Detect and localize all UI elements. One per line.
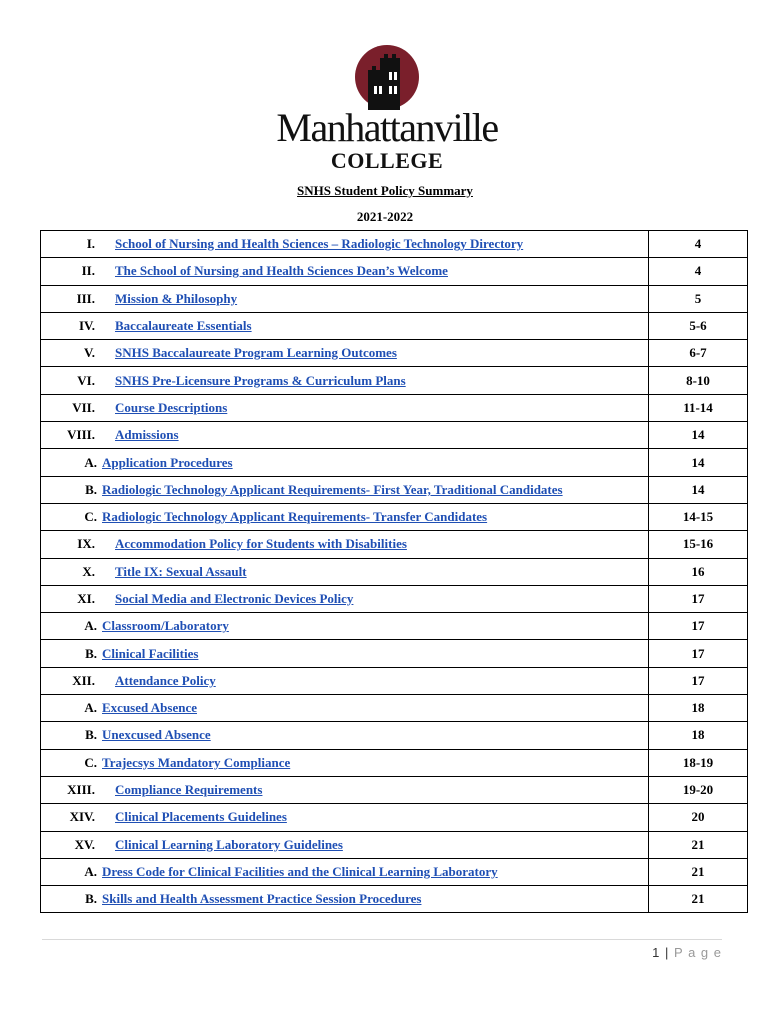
toc-page-range: 21	[649, 886, 748, 913]
document-year: 2021-2022	[356, 209, 414, 224]
toc-number: A.	[84, 454, 97, 470]
toc-link[interactable]: Course Descriptions	[115, 399, 228, 415]
toc-number: XI.	[77, 591, 95, 606]
toc-page-range: 11-14	[649, 394, 748, 421]
toc-row	[41, 258, 748, 285]
toc-number: IV.	[78, 318, 95, 334]
toc-label	[115, 536, 407, 552]
toc-row	[41, 858, 748, 885]
toc-row	[41, 667, 748, 694]
toc-page-range: 21	[649, 858, 748, 885]
toc-link[interactable]: Clinical Learning Laboratory Guidelines	[115, 836, 343, 852]
toc-row	[41, 503, 748, 530]
toc-row	[41, 695, 748, 722]
page-separator: |	[665, 945, 670, 960]
toc-link[interactable]: SNHS Baccalaureate Program Learning Outcomes	[115, 345, 397, 361]
table-of-contents	[40, 230, 748, 913]
toc-page-range: 17	[649, 585, 748, 612]
toc-label	[115, 427, 179, 443]
toc-link[interactable]: Application Procedures	[102, 454, 233, 470]
toc-row	[41, 558, 748, 585]
toc-label	[102, 482, 563, 498]
toc-label	[115, 782, 262, 798]
toc-link[interactable]: The School of Nursing and Health Sciences Dean’s Welcome	[115, 263, 448, 279]
toc-number: B.	[85, 727, 97, 743]
toc-label	[115, 291, 237, 307]
toc-entry-cell	[41, 340, 649, 367]
toc-label	[115, 236, 523, 252]
toc-link[interactable]: Attendance Policy	[115, 672, 216, 688]
toc-number: II.	[81, 263, 95, 279]
castle-seal-icon	[354, 44, 420, 110]
toc-entry-cell	[41, 449, 649, 476]
toc-entry-cell	[41, 585, 649, 612]
toc-number: B.	[85, 481, 97, 497]
toc-link[interactable]: Social Media and Electronic Devices Policy	[115, 591, 354, 606]
toc-link[interactable]: Radiologic Technology Applicant Requirements- First Year, Traditional Candidates	[102, 481, 563, 497]
toc-row	[41, 613, 748, 640]
toc-number: XV.	[74, 836, 95, 852]
toc-label	[102, 646, 198, 662]
toc-link[interactable]: Radiologic Technology Applicant Requirements- Transfer Candidates	[102, 509, 488, 525]
toc-page-range: 14	[649, 422, 748, 449]
toc-entry-cell	[41, 531, 649, 558]
toc-label	[102, 455, 233, 471]
toc-page-range: 21	[649, 831, 748, 858]
toc-number: XIV.	[69, 809, 95, 825]
toc-page-range: 19-20	[649, 776, 748, 803]
toc-row	[41, 585, 748, 612]
toc-row	[41, 749, 748, 776]
toc-number: VIII.	[67, 427, 95, 443]
toc-link[interactable]: Skills and Health Assessment Practice Session Procedures	[102, 891, 422, 907]
logo-subname: COLLEGE	[330, 148, 444, 173]
toc-page-range: 18	[649, 695, 748, 722]
toc-page-range: 5	[649, 285, 748, 312]
toc-row	[41, 886, 748, 913]
toc-row	[41, 831, 748, 858]
toc-label	[102, 509, 487, 525]
toc-label	[115, 837, 343, 853]
toc-row	[41, 285, 748, 312]
toc-label	[102, 700, 197, 716]
document-title: SNHS Student Policy Summary	[297, 183, 473, 198]
toc-entry-cell	[41, 422, 649, 449]
toc-link[interactable]: Dress Code for Clinical Facilities and the Clinical Learning Laboratory	[102, 863, 498, 879]
toc-row	[41, 231, 748, 258]
toc-page-range: 17	[649, 613, 748, 640]
toc-page-range: 15-16	[649, 531, 748, 558]
toc-label	[115, 564, 247, 580]
toc-number: X.	[82, 563, 95, 579]
toc-link[interactable]: SNHS Pre-Licensure Programs & Curriculum Plans	[115, 372, 406, 388]
toc-number: XII.	[72, 672, 95, 688]
toc-link[interactable]: Trajecsys Mandatory Compliance	[102, 754, 291, 770]
college-logo	[256, 44, 518, 178]
toc-row	[41, 722, 748, 749]
toc-entry-cell	[41, 503, 649, 530]
toc-page-range: 14	[649, 449, 748, 476]
toc-number: A.	[84, 863, 97, 879]
toc-number: I.	[86, 236, 95, 252]
toc-entry-cell	[41, 776, 649, 803]
page-footer	[652, 945, 722, 960]
toc-label	[102, 891, 421, 907]
toc-page-range: 20	[649, 804, 748, 831]
toc-entry-cell	[41, 258, 649, 285]
toc-link[interactable]: Clinical Facilities	[102, 645, 199, 661]
toc-page-range: 4	[649, 231, 748, 258]
toc-entry-cell	[41, 667, 649, 694]
toc-number: III.	[76, 290, 95, 306]
toc-entry-cell	[41, 831, 649, 858]
toc-link[interactable]: Mission & Philosophy	[115, 290, 238, 306]
toc-entry-cell	[41, 858, 649, 885]
toc-number: C.	[84, 754, 97, 770]
toc-link[interactable]: Baccalaureate Essentials	[115, 318, 252, 334]
toc-label	[115, 591, 353, 607]
toc-label	[115, 263, 448, 279]
toc-page-range: 14-15	[649, 503, 748, 530]
toc-entry-cell	[41, 613, 649, 640]
toc-entry-cell	[41, 722, 649, 749]
toc-number: VI.	[77, 372, 95, 388]
toc-number: V.	[84, 345, 95, 361]
toc-link[interactable]: Admissions	[115, 427, 179, 443]
toc-number: A.	[84, 700, 97, 716]
toc-entry-cell	[41, 640, 649, 667]
toc-label	[115, 318, 252, 334]
toc-number: IX.	[77, 536, 95, 552]
toc-entry-cell	[41, 312, 649, 339]
toc-page-range: 14	[649, 476, 748, 503]
toc-row	[41, 312, 748, 339]
toc-label	[102, 618, 229, 634]
toc-row	[41, 367, 748, 394]
toc-number: B.	[85, 645, 97, 661]
toc-row	[41, 804, 748, 831]
toc-number: VII.	[72, 399, 95, 415]
toc-label	[115, 809, 287, 825]
toc-entry-cell	[41, 804, 649, 831]
page-word: P a g e	[674, 945, 722, 960]
toc-link[interactable]: School of Nursing and Health Sciences – Radiologic Technology Directory	[115, 236, 524, 252]
footer-divider	[42, 939, 722, 940]
toc-number: XIII.	[67, 782, 95, 798]
toc-link[interactable]: Classroom/Laboratory	[102, 618, 229, 634]
toc-label	[102, 755, 290, 771]
toc-link[interactable]: Compliance Requirements	[115, 782, 263, 798]
toc-label	[115, 345, 397, 361]
toc-link[interactable]: Excused Absence	[102, 700, 197, 716]
toc-page-range: 5-6	[649, 312, 748, 339]
toc-row	[41, 449, 748, 476]
toc-entry-cell	[41, 886, 649, 913]
toc-link[interactable]: Unexcused Absence	[102, 727, 211, 743]
toc-label	[115, 673, 216, 689]
toc-link[interactable]: Title IX: Sexual Assault	[115, 563, 247, 579]
toc-label	[115, 400, 227, 416]
toc-entry-cell	[41, 231, 649, 258]
toc-page-range: 18	[649, 722, 748, 749]
toc-row	[41, 422, 748, 449]
toc-page-range: 18-19	[649, 749, 748, 776]
toc-entry-cell	[41, 695, 649, 722]
toc-entry-cell	[41, 749, 649, 776]
toc-page-range: 17	[649, 640, 748, 667]
page-number: 1	[652, 945, 661, 960]
toc-page-range: 16	[649, 558, 748, 585]
toc-row	[41, 531, 748, 558]
toc-page-range: 17	[649, 667, 748, 694]
toc-link[interactable]: Accommodation Policy for Students with Disabilities	[115, 536, 407, 552]
toc-number: B.	[85, 891, 97, 907]
toc-entry-cell	[41, 367, 649, 394]
toc-page-range: 8-10	[649, 367, 748, 394]
toc-label	[115, 373, 406, 389]
toc-entry-cell	[41, 285, 649, 312]
toc-row	[41, 340, 748, 367]
toc-label	[102, 727, 211, 743]
toc-label	[102, 864, 498, 880]
toc-page-range: 4	[649, 258, 748, 285]
toc-entry-cell	[41, 476, 649, 503]
toc-link[interactable]: Clinical Placements Guidelines	[115, 809, 287, 825]
toc-number: A.	[84, 618, 97, 634]
toc-number: C.	[84, 509, 97, 525]
toc-row	[41, 394, 748, 421]
toc-row	[41, 640, 748, 667]
toc-page-range: 6-7	[649, 340, 748, 367]
toc-row	[41, 776, 748, 803]
toc-entry-cell	[41, 394, 649, 421]
toc-row	[41, 476, 748, 503]
toc-entry-cell	[41, 558, 649, 585]
logo-wordmark: Manhattanville	[276, 105, 498, 150]
